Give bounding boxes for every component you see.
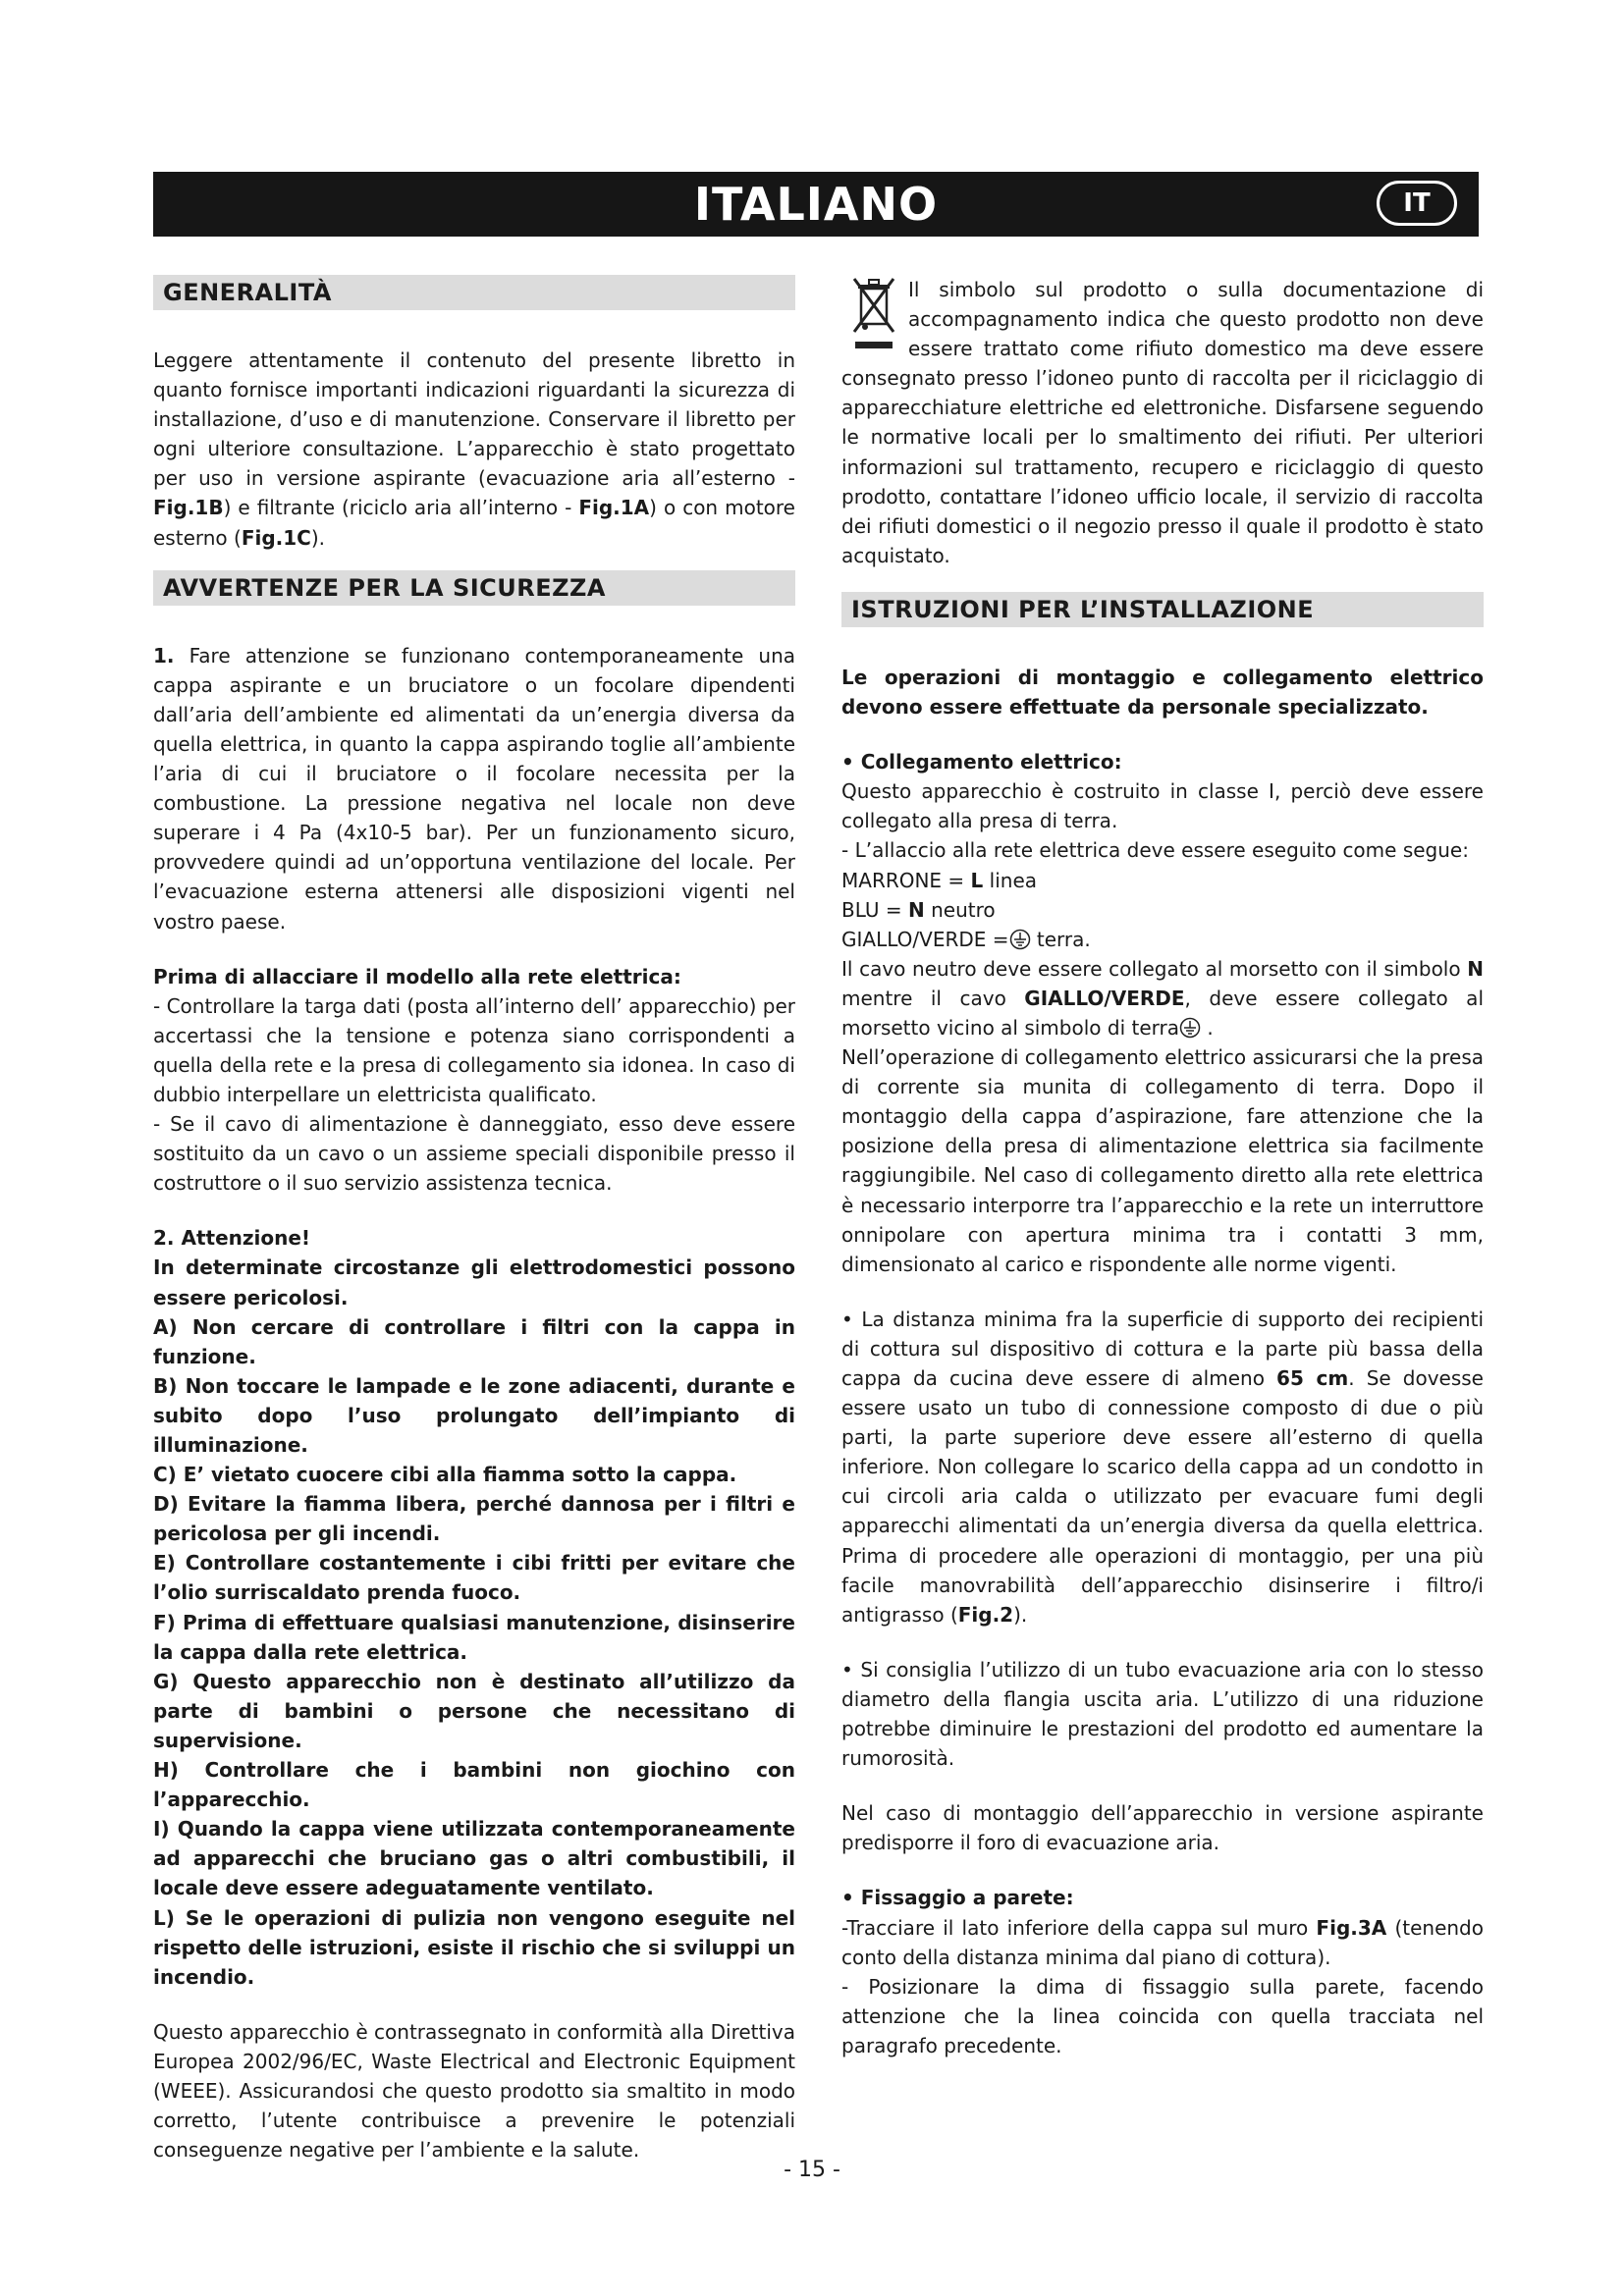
attenzione-item-l: L) Se le operazioni di pulizia non vengono eseguite nel rispetto delle istruzioni, esiste il rischio che si sviluppi un incendio.	[153, 1905, 795, 1989]
attenzione-item-h: H) Controllare che i bambini non giochino con l’apparecchio.	[153, 1758, 795, 1812]
wire-giallo-verde: GIALLO/VERDE = terra.	[841, 927, 1091, 951]
prima-paragraph-2: - Se il cavo di alimentazione è danneggiato, esso deve essere sostituito da un cavo o un assieme speciali disponibile presso il costruttore o il suo servizio assistenza tecnica.	[153, 1112, 795, 1196]
prima-paragraph-1: - Controllare la targa dati (posta all’interno dell’ apparecchio) per accertassi che la tensione e potenza siano corrispondenti a quella della rete e la presa di collegamento sia idonea. In caso di dubbio interpellare un elettricista qualificato.	[153, 993, 795, 1106]
istruzioni-notice: Le operazioni di montaggio e collegamento elettrico devono essere effettuate da personale specializzato.	[841, 665, 1484, 720]
weee-symbol-paragraph: Il simbolo sul prodotto o sulla documentazione di accompagnamento indica che questo prodotto non deve essere trattato come rifiuto domestico ma deve essere consegnato presso l’idoneo punto di raccolta per il riciclaggio di apparecchiature elettriche ed elettroniche. Disfarsene seguendo le normative locali per lo smaltimento dei rifiuti. Per ulteriori informazioni sul trattamento, recupero e riciclaggio di questo prodotto, contattare l’idoneo ufficio locale, il servizio di raccolta dei rifiuti domestici o il negozio presso il quale il prodotto è stato acquistato.	[841, 275, 1484, 570]
collegamento-paragraph-1: Questo apparecchio è costruito in classe I, perciò deve essere collegato alla presa di terra.	[841, 779, 1484, 833]
tubo-paragraph: • Si consiglia l’utilizzo di un tubo evacuazione aria con lo stesso diametro della flangia uscita aria. L’utilizzo di una riduzione potrebbe diminuire le prestazioni del prodotto ed aumentare la rumorosità.	[841, 1657, 1484, 1771]
left-column	[153, 275, 795, 2164]
attenzione-item-c: C) E’ vietato cuocere cibi alla fiamma sotto la cappa.	[153, 1463, 737, 1487]
earth-symbol-icon	[1009, 929, 1031, 950]
generalita-paragraph: Leggere attentamente il contenuto del presente libretto in quanto fornisce importanti indicazioni riguardanti la sicurezza di installazione, d’uso e di manutenzione. Conservare il libretto per ogni ulteriore consultazione. L’apparecchio è stato progettato per uso in versione aspirante (evacuazione aria all’esterno - Fig.1B) e filtrante (riciclo aria all’interno - Fig.1A) o con motore esterno (Fig.1C).	[153, 348, 795, 550]
attenzione-item-d: D) Evitare la fiamma libera, perché dannosa per i filtri e pericolosa per gli incendi.	[153, 1492, 795, 1546]
attenzione-item-i: I) Quando la cappa viene utilizzata contemporaneamente ad apparecchi che bruciano gas o altri combustibili, il locale deve essere adeguatamente ventilato.	[153, 1817, 795, 1900]
attenzione-title: 2. Attenzione!	[153, 1226, 311, 1251]
section-avvertenze-title: AVVERTENZE PER LA SICUREZZA	[153, 570, 795, 606]
section-istruzioni-title: ISTRUZIONI PER L’INSTALLAZIONE	[841, 592, 1484, 627]
language-badge: IT	[1377, 181, 1457, 226]
wire-blu: BLU = N neutro	[841, 897, 996, 922]
collegamento-paragraph-2: - L’allaccio alla rete elettrica deve essere eseguito come segue:	[841, 838, 1469, 863]
right-column	[841, 275, 1484, 2060]
distanza-paragraph: • La distanza minima fra la superficie di supporto dei recipienti di cottura sul dispositivo di cottura e la parte più bassa della cappa da cucina deve essere di almeno 65 cm. Se dovesse essere usato un tubo di connessione composto di due o più parti, la parte superiore deve essere all’esterno di quella inferiore. Non collegare lo scarico della cappa ad un condotto in cui circoli aria calda o utilizzato per evacuare fumi degli apparecchi alimentati da un’energia diversa da quella elettrica. Prima di procedere alle operazioni di montaggio, per una più facile manovrabilità dell’apparecchio disinserire i filtro/i antigrasso (Fig.2).	[841, 1307, 1484, 1627]
fissaggio-title: • Fissaggio a parete:	[841, 1886, 1074, 1910]
section-generalita-title: GENERALITÀ	[153, 275, 795, 310]
warning-item-1: 1. Fare attenzione se funzionano contemporaneamente una cappa aspirante e un bruciatore o un focolare dipendenti dall’aria dell’ambiente ed alimentati da un’energia diversa da quella elettrica, in quanto la cappa aspirando toglie all’ambiente l’aria di cui il bruciatore o il focolare necessita per la combustione. La pressione negativa nel locale non deve superare i 4 Pa (4x10-5 bar). Per un funzionamento sicuro, provvedere quindi ad un’opportuna ventilazione del locale. Per l’evacuazione esterna attenersi alle disposizioni vigenti nel vostro paese.	[153, 643, 795, 934]
neutro-paragraph: Il cavo neutro deve essere collegato al morsetto con il simbolo N mentre il cavo GIALLO/VERDE, deve essere collegato al morsetto vicino al simbolo di terra .	[841, 956, 1484, 1040]
attenzione-item-g: G) Questo apparecchio non è destinato all’utilizzo da parte di bambini o persone che necessitano di supervisione.	[153, 1669, 795, 1752]
collegamento-title: • Collegamento elettrico:	[841, 750, 1122, 774]
fissaggio-paragraph-2: - Posizionare la dima di fissaggio sulla parete, facendo attenzione che la linea coincida con quella tracciata nel paragrafo precedente.	[841, 1974, 1484, 2057]
page-title: ITALIANO	[693, 178, 939, 231]
attenzione-item-b: B) Non toccare le lampade e le zone adiacenti, durante e subito dopo l’uso prolungato dell’impianto di illuminazione.	[153, 1373, 795, 1457]
attenzione-item-a: A) Non cercare di controllare i filtri con la cappa in funzione.	[153, 1314, 795, 1368]
wire-marrone: MARRONE = L linea	[841, 868, 1038, 892]
weee-paragraph: Questo apparecchio è contrassegnato in conformità alla Direttiva Europea 2002/96/EC, Waste Electrical and Electronic Equipment (WEEE). Assicurandosi che questo prodotto sia smaltito in modo corretto, l’utente contribuisce a prevenire le potenziali conseguenze negative per l’ambiente e la salute.	[153, 2019, 795, 2163]
crossed-bin-icon	[851, 275, 896, 361]
page-number: - 15 -	[784, 2158, 840, 2182]
prima-title: Prima di allacciare il modello alla rete elettrica:	[153, 964, 681, 988]
earth-symbol-icon	[1179, 1017, 1201, 1039]
fissaggio-paragraph-1: -Tracciare il lato inferiore della cappa sul muro Fig.3A (tenendo conto della distanza minima dal piano di cottura).	[841, 1915, 1484, 1969]
attenzione-item-f: F) Prima di effettuare qualsiasi manutenzione, disinserire la cappa dalla rete elettrica.	[153, 1610, 795, 1664]
montaggio-paragraph: Nel caso di montaggio dell’apparecchio in versione aspirante predisporre il foro di evacuazione aria.	[841, 1801, 1484, 1855]
language-banner	[153, 172, 1479, 237]
collegamento-paragraph-3: Nell’operazione di collegamento elettrico assicurarsi che la presa di corrente sia munita di collegamento di terra. Dopo il montaggio della cappa d’aspirazione, fare attenzione che la posizione della presa di alimentazione elettrica sia facilmente raggiungibile. Nel caso di collegamento diretto alla rete elettrica è necessario interporre tra l’apparecchio e la rete un interruttore onnipolare con apertura minima tra i contatti 3 mm, dimensionato al carico e rispondente alle norme vigenti.	[841, 1045, 1484, 1276]
attenzione-item-e: E) Controllare costantemente i cibi fritti per evitare che l’olio surriscaldato prenda fuoco.	[153, 1551, 795, 1605]
attenzione-intro: In determinate circostanze gli elettrodomestici possono essere pericolosi.	[153, 1255, 795, 1309]
attenzione-block	[153, 1223, 795, 1991]
